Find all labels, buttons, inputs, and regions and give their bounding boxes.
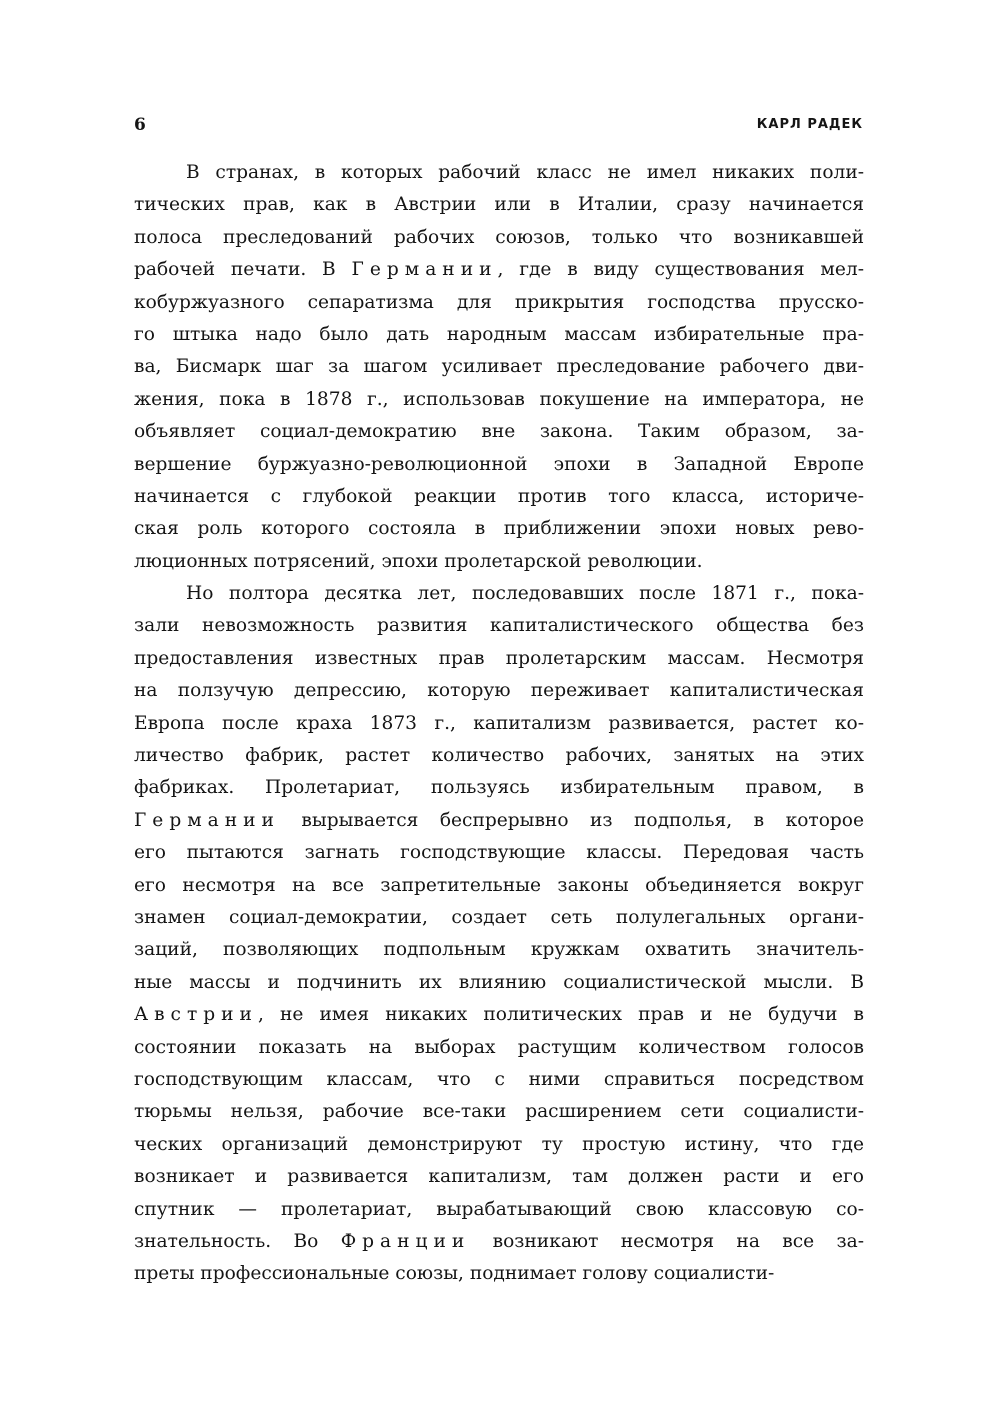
text-line: господствующим классам, что с ними справиться посредством — [134, 1068, 864, 1090]
text-line: спутник — пролетариат, вырабатывающий свою классовую со- — [134, 1198, 864, 1220]
text-line: его пытаются загнать господствующие классы. Передовая часть — [134, 842, 864, 864]
text-line: кобуржуазного сепаратизма для прикрытия господства прусско- — [134, 291, 864, 313]
page-header — [0, 0, 1000, 140]
text-line: ская роль которого состояла в приближении эпохи новых рево- — [134, 518, 864, 540]
text-line: рабочей печати. В Германии, где в виду существования мел- — [134, 259, 864, 281]
text-line: люционных потрясений, эпохи пролетарской революции. — [134, 550, 703, 572]
text-line: Но полтора десятка лет, последовавших после 1871 г., пока- — [186, 583, 864, 605]
text-line: объявляет социал-демократию вне закона. Таким образом, за- — [134, 421, 864, 443]
paragraph — [134, 157, 864, 578]
text-line: предоставления известных прав пролетарским массам. Несмотря — [134, 647, 864, 669]
text-line: начинается с глубокой реакции против того класса, историче- — [134, 485, 864, 507]
spaced-emphasis: Франции — [340, 1230, 471, 1252]
text-line: вершение буржуазно-революционной эпохи в Западной Европе — [134, 453, 864, 475]
text-line: на ползучую депрессию, которую переживает капиталистическая — [134, 680, 864, 702]
text-line: го штыка надо было дать народным массам избирательные пра- — [134, 323, 864, 345]
text-line: ные массы и подчинить их влиянию социалистической мысли. В — [134, 971, 864, 993]
text-line: личество фабрик, растет количество рабочих, занятых на этих — [134, 745, 864, 767]
text-line: ческих организаций демонстрируют ту простую истину, что где — [134, 1133, 864, 1155]
text-line: его несмотря на все запретительные законы объединяется вокруг — [134, 874, 864, 896]
text-body — [134, 157, 864, 1291]
text-line: Германии вырывается беспрерывно из подполья, в которое — [134, 809, 864, 831]
text-line: жения, пока в 1878 г., использовав покушение на императора, не — [134, 388, 864, 410]
text-line: знамен социал-демократии, создает сеть полулегальных органи- — [134, 906, 864, 928]
spaced-emphasis: Австрии — [134, 1004, 258, 1026]
text-line: ва, Бисмарк шаг за шагом усиливает преследование рабочего дви- — [134, 356, 864, 378]
text-line: заций, позволяющих подпольным кружкам охватить значитель- — [134, 939, 864, 961]
text-line: В странах, в которых рабочий класс не имел никаких поли- — [186, 162, 864, 183]
text-line: преты профессиональные союзы, поднимает голову социалисти- — [134, 1263, 775, 1285]
text-line: полоса преследований рабочих союзов, только что возникавшей — [134, 226, 864, 248]
text-line: Европа после краха 1873 г., капитализм развивается, растет ко- — [134, 712, 864, 734]
spaced-emphasis: Германии — [351, 259, 498, 281]
text-line: Австрии, не имея никаких политических прав и не будучи в — [134, 1004, 864, 1026]
text-line: возникает и развивается капитализм, там должен расти и его — [134, 1166, 864, 1188]
spaced-emphasis: Германии — [134, 809, 280, 831]
text-line: знательность. Во Франции возникают несмотря на все за- — [134, 1230, 864, 1252]
text-line: состоянии показать на выборах растущим количеством голосов — [134, 1036, 864, 1058]
text-line: зали невозможность развития капиталистического общества без — [134, 615, 864, 637]
running-head: КАРЛ РАДЕК — [756, 117, 863, 132]
paragraph — [134, 578, 864, 1291]
text-line: фабриках. Пролетариат, пользуясь избирательным правом, в — [134, 777, 864, 799]
text-line: тических прав, как в Австрии или в Италии, сразу начинается — [134, 194, 864, 216]
text-line: тюрьмы нельзя, рабочие все-таки расширением сети социалисти- — [134, 1101, 864, 1123]
page-number: 6 — [134, 115, 146, 135]
